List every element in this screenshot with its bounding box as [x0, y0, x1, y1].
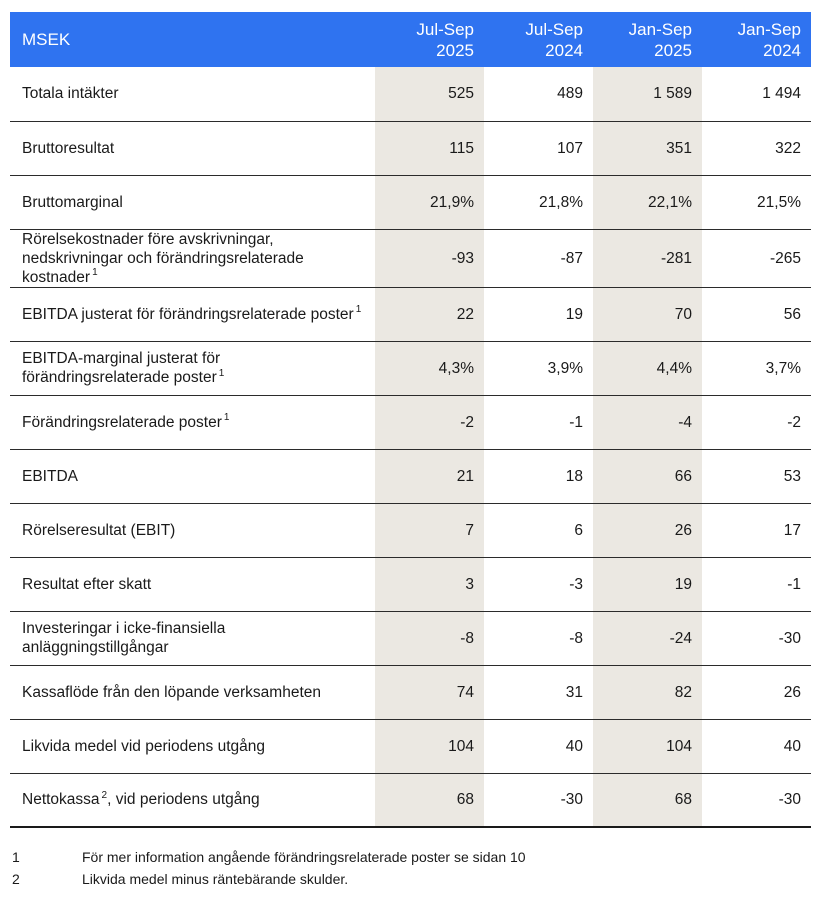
- footnote-text: För mer information angående förändringsrelaterade poster se sidan 10: [82, 849, 526, 865]
- footnote-ref: 1: [355, 304, 362, 316]
- row-label: [10, 175, 375, 229]
- row-value-jan-sep-2025: 22,1%: [593, 175, 702, 229]
- row-value-jul-sep-2025: 4,3%: [375, 341, 484, 395]
- financial-summary-table-wrapper: [10, 12, 811, 828]
- row-value-jul-sep-2025: -2: [375, 395, 484, 449]
- row-label-suffix: , vid periodens utgång: [107, 791, 260, 809]
- row-value-jul-sep-2024: -3: [569, 575, 583, 593]
- table-row: [10, 67, 811, 121]
- financial-summary-table: [10, 12, 811, 828]
- header-col-year: 2024: [763, 40, 801, 60]
- header-col-jul-sep-2024: [484, 12, 593, 67]
- row-value-jul-sep-2025: 21,9%: [375, 175, 484, 229]
- row-value-jan-sep-2025: 26: [593, 503, 702, 557]
- row-value-jan-sep-2025: 4,4%: [593, 341, 702, 395]
- header-col-jul-sep-2025: [375, 12, 484, 67]
- header-col-jan-sep-2024: [702, 12, 811, 67]
- row-value-jul-sep-2024: 107: [557, 139, 583, 157]
- row-label: [10, 557, 375, 611]
- row-value-jan-sep-2024: -265: [769, 249, 801, 267]
- row-label: [10, 503, 375, 557]
- header-col-year: 2025: [654, 40, 692, 60]
- row-value-jul-sep-2024: 19: [565, 305, 583, 323]
- row-label: [10, 611, 375, 665]
- table-row: [10, 121, 811, 175]
- row-label-text: Bruttoresultat: [22, 139, 115, 157]
- header-col-period: Jan-Sep: [628, 19, 692, 39]
- table-row: [10, 773, 811, 827]
- footnote: [10, 846, 811, 868]
- table-row: [10, 611, 811, 665]
- row-value-jul-sep-2024: -8: [569, 629, 583, 647]
- row-label: [10, 121, 375, 175]
- row-value-jan-sep-2025: 19: [593, 557, 702, 611]
- row-value-jan-sep-2025: 1 589: [593, 67, 702, 121]
- header-col-jan-sep-2025: [593, 12, 702, 67]
- row-label-text: Nettokassa: [22, 791, 100, 809]
- row-value-jan-sep-2024: 56: [783, 305, 801, 323]
- row-value-jan-sep-2024: 1 494: [762, 85, 801, 103]
- row-value-jan-sep-2025: 82: [593, 665, 702, 719]
- row-value-jan-sep-2024: 21,5%: [757, 193, 801, 211]
- row-value-jul-sep-2024: 21,8%: [539, 193, 583, 211]
- row-label-text: Rörelseresultat (EBIT): [22, 521, 176, 539]
- row-label-text: EBITDA: [22, 467, 78, 485]
- footnote-ref: 2: [101, 790, 108, 802]
- footnote-marker: 1: [12, 849, 20, 865]
- row-label-text: Totala intäkter: [22, 85, 119, 103]
- row-value-jul-sep-2024: 40: [565, 737, 583, 755]
- row-label: [10, 773, 375, 827]
- row-value-jul-sep-2025: 22: [375, 287, 484, 341]
- row-label-text: EBITDA justerat för förändringsrelaterade poster: [22, 305, 354, 323]
- table-header-row: [10, 12, 811, 67]
- table-row: [10, 341, 811, 395]
- row-value-jan-sep-2025: 70: [593, 287, 702, 341]
- row-value-jul-sep-2024: -1: [569, 413, 583, 431]
- row-value-jan-sep-2024: -2: [787, 413, 801, 431]
- row-label-text: EBITDA-marginal justerat för förändringsrelaterade poster: [22, 350, 221, 386]
- table-row: [10, 665, 811, 719]
- row-value-jan-sep-2025: -24: [593, 611, 702, 665]
- row-label-text: Kassaflöde från den löpande verksamheten: [22, 683, 322, 701]
- table-row: [10, 449, 811, 503]
- row-value-jul-sep-2025: 104: [375, 719, 484, 773]
- row-value-jan-sep-2024: 26: [783, 683, 801, 701]
- table-row: [10, 719, 811, 773]
- row-label-text: Rörelsekostnader före avskrivningar, nedskrivningar och förändringsrelaterade kostnader: [22, 230, 304, 286]
- row-label: [10, 719, 375, 773]
- row-value-jan-sep-2024: -30: [778, 791, 801, 809]
- row-label: [10, 287, 375, 341]
- row-value-jul-sep-2025: -8: [375, 611, 484, 665]
- row-value-jan-sep-2024: 3,7%: [765, 359, 801, 377]
- row-value-jul-sep-2025: 21: [375, 449, 484, 503]
- row-value-jul-sep-2024: -87: [560, 249, 583, 267]
- table-row: [10, 175, 811, 229]
- table-row: [10, 287, 811, 341]
- row-label-text: Förändringsrelaterade poster: [22, 413, 222, 431]
- row-value-jul-sep-2024: 489: [557, 85, 583, 103]
- row-value-jan-sep-2025: -4: [593, 395, 702, 449]
- row-value-jul-sep-2025: 525: [375, 67, 484, 121]
- row-label-text: Likvida medel vid periodens utgång: [22, 737, 265, 755]
- row-value-jul-sep-2024: 31: [565, 683, 583, 701]
- row-label: [10, 449, 375, 503]
- row-value-jul-sep-2025: 7: [375, 503, 484, 557]
- table-row: [10, 229, 811, 287]
- row-label-text: Bruttomarginal: [22, 193, 123, 211]
- header-col-period: Jul-Sep: [416, 19, 474, 39]
- footnote: [10, 868, 811, 890]
- footnote-ref: 1: [92, 267, 98, 279]
- row-value-jul-sep-2024: 3,9%: [547, 359, 583, 377]
- row-value-jul-sep-2025: 74: [375, 665, 484, 719]
- header-col-year: 2025: [436, 40, 474, 60]
- row-value-jul-sep-2025: 68: [375, 773, 484, 827]
- row-value-jul-sep-2025: 115: [375, 121, 484, 175]
- footnote-marker: 2: [12, 871, 20, 887]
- row-label-text: Resultat efter skatt: [22, 575, 152, 593]
- row-value-jul-sep-2024: 18: [565, 467, 583, 485]
- row-value-jul-sep-2025: -93: [375, 229, 484, 287]
- row-value-jan-sep-2025: 104: [593, 719, 702, 773]
- row-value-jan-sep-2024: 40: [783, 737, 801, 755]
- row-value-jan-sep-2025: 68: [593, 773, 702, 827]
- header-col-year: 2024: [545, 40, 583, 60]
- row-label-text: Investeringar i icke-finansiella anläggningstillgångar: [22, 620, 226, 656]
- row-value-jul-sep-2024: -30: [560, 791, 583, 809]
- table-row: [10, 395, 811, 449]
- table-row: [10, 557, 811, 611]
- header-col-period: Jul-Sep: [525, 19, 583, 39]
- row-label: [10, 229, 375, 287]
- footnotes: [10, 846, 811, 890]
- row-label: [10, 67, 375, 121]
- row-label: [10, 341, 375, 395]
- row-value-jul-sep-2024: 6: [574, 521, 583, 539]
- header-label-msek: MSEK: [22, 30, 71, 49]
- row-value-jan-sep-2024: 53: [783, 467, 801, 485]
- footnote-text: Likvida medel minus räntebärande skulder.: [82, 871, 349, 887]
- row-value-jan-sep-2024: -30: [778, 629, 801, 647]
- footnote-ref: 1: [223, 412, 230, 424]
- header-col-period: Jan-Sep: [737, 19, 801, 39]
- row-value-jan-sep-2024: 322: [775, 139, 801, 157]
- row-value-jan-sep-2024: 17: [783, 521, 801, 539]
- table-row: [10, 503, 811, 557]
- row-label: [10, 665, 375, 719]
- row-value-jan-sep-2024: -1: [787, 575, 801, 593]
- row-value-jan-sep-2025: 351: [593, 121, 702, 175]
- row-label: [10, 395, 375, 449]
- row-value-jan-sep-2025: 66: [593, 449, 702, 503]
- footnote-ref: 1: [218, 367, 225, 379]
- row-value-jul-sep-2025: 3: [375, 557, 484, 611]
- row-value-jan-sep-2025: -281: [593, 229, 702, 287]
